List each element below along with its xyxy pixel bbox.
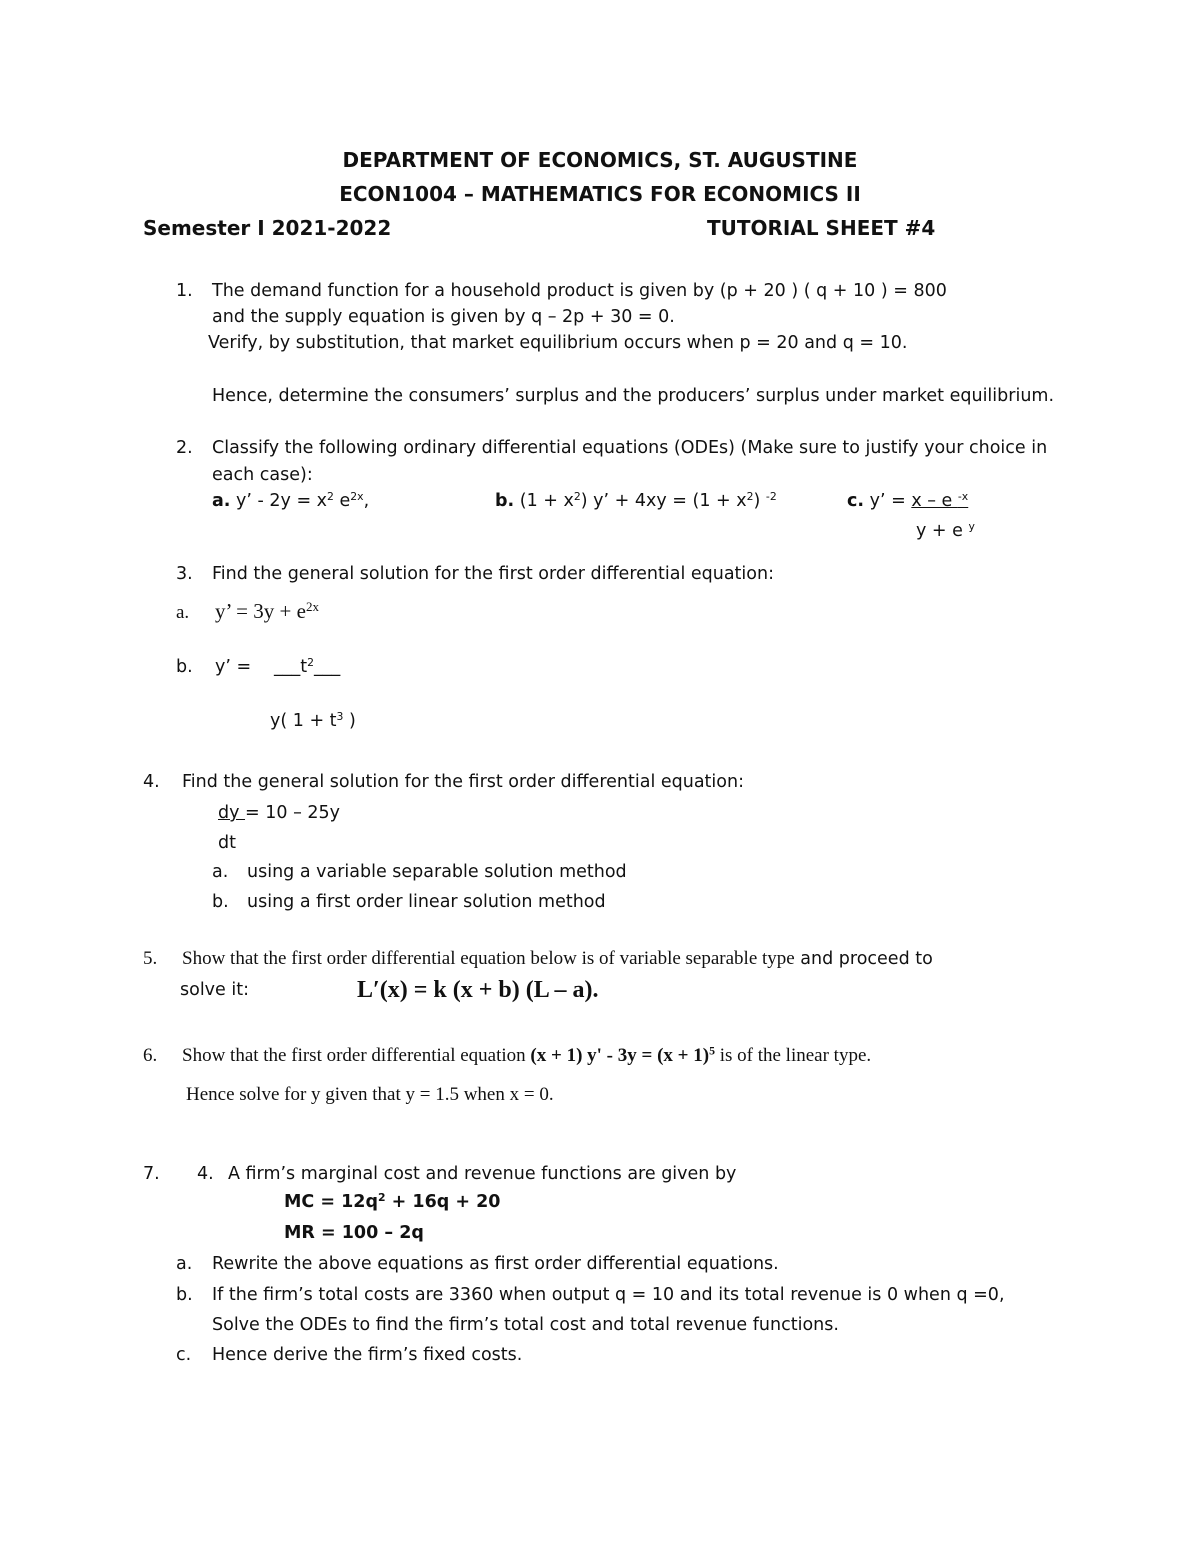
q4-a-text: using a variable separable solution method bbox=[247, 862, 627, 882]
semester-label: Semester I 2021-2022 bbox=[143, 216, 392, 240]
q7-number: 7. bbox=[143, 1164, 160, 1184]
q2-b-exp-2: 2 bbox=[746, 490, 754, 504]
q2-a-text-2: e bbox=[333, 491, 351, 511]
q7-sub-number: 4. bbox=[197, 1164, 214, 1184]
sheet-label: TUTORIAL SHEET #4 bbox=[707, 216, 936, 240]
q3-b-den-text-2: ) bbox=[343, 711, 356, 731]
q2-line-1: Classify the following ordinary differential equations (ODEs) (Make sure to justify your choice in bbox=[212, 438, 1048, 458]
q3-b-num-text: ___t bbox=[274, 657, 308, 677]
q2-line-2: each case): bbox=[212, 465, 313, 485]
q2-part-a bbox=[212, 491, 369, 511]
q7-b-text-1: If the firm’s total costs are 3360 when output q = 10 and its total revenue is 0 when q =0, bbox=[212, 1285, 1005, 1305]
q3-number: 3. bbox=[176, 564, 193, 584]
q7-b-text-2: Solve the ODEs to find the firm’s total cost and total revenue functions. bbox=[212, 1315, 839, 1335]
q1-line-3: Verify, by substitution, that market equilibrium occurs when p = 20 and q = 10. bbox=[208, 333, 908, 353]
q2-a-text-3: , bbox=[363, 491, 370, 511]
q5-line-1-text: Show that the first order differential equation below is of variable separable type bbox=[182, 948, 795, 969]
q3-b-denominator bbox=[270, 711, 356, 731]
q2-c-num-text: x – e bbox=[911, 491, 958, 511]
q4-line-1: Find the general solution for the first order differential equation: bbox=[182, 772, 744, 792]
q6-eq-text: (x + 1) y' - 3y = (x + 1) bbox=[530, 1045, 710, 1066]
q4-eq-denominator: dt bbox=[218, 833, 236, 853]
q4-b-text: using a first order linear solution method bbox=[247, 892, 606, 912]
q2-b-exp: 2 bbox=[573, 490, 581, 504]
q7-a-text: Rewrite the above equations as first order differential equations. bbox=[212, 1254, 779, 1274]
q1-number: 1. bbox=[176, 281, 193, 301]
q2-b-text: (1 + x bbox=[514, 491, 574, 511]
q5-line-2: solve it: bbox=[180, 980, 249, 1000]
q7-c-label: c. bbox=[176, 1345, 192, 1365]
q1-line-1: The demand function for a household product is given by (p + 20 ) ( q + 10 ) = 800 bbox=[212, 281, 947, 301]
q7-mc-equation bbox=[284, 1192, 500, 1212]
q1-line-4: Hence, determine the consumers’ surplus and the producers’ surplus under market equilibrium. bbox=[212, 386, 1055, 406]
q2-b-text-2: ) y’ + 4xy = (1 + x bbox=[580, 491, 747, 511]
q3-a-eq-text: y’ = 3y + e bbox=[215, 599, 306, 623]
q6-line-1-text: Show that the first order differential equation bbox=[182, 1045, 531, 1066]
q3-b-num-text-2: ___ bbox=[314, 657, 341, 677]
q5-line-1 bbox=[182, 948, 933, 970]
q2-c-den-text: y + e bbox=[916, 521, 969, 541]
q7-mr-equation: MR = 100 – 2q bbox=[284, 1223, 424, 1243]
q3-b-numerator bbox=[274, 657, 340, 677]
q7-line-1: A firm’s marginal cost and revenue functions are given by bbox=[228, 1164, 737, 1184]
q2-a-exp-2: 2x bbox=[350, 490, 364, 504]
q3-b-lhs: y’ = bbox=[215, 657, 252, 677]
q3-a-exp: 2x bbox=[305, 598, 319, 614]
q2-a-exp: 2 bbox=[327, 490, 334, 504]
q6-eq-exp: 5 bbox=[709, 1044, 715, 1058]
q6-line-1 bbox=[182, 1045, 871, 1067]
q4-a-label: a. bbox=[212, 862, 229, 882]
q2-b-text-3: ) bbox=[753, 491, 766, 511]
q5-line-1-text-2: and proceed to bbox=[794, 949, 933, 969]
q2-c-denominator bbox=[916, 521, 975, 541]
q3-a-equation bbox=[215, 599, 319, 624]
q2-c-label: c. bbox=[847, 491, 865, 511]
course-title: ECON1004 – MATHEMATICS FOR ECONOMICS II bbox=[339, 182, 861, 206]
q3-a-label: a. bbox=[176, 602, 190, 623]
q4-eq-numerator: dy bbox=[218, 803, 246, 823]
q3-line-1: Find the general solution for the first order differential equation: bbox=[212, 564, 774, 584]
q7-c-text: Hence derive the firm’s fixed costs. bbox=[212, 1345, 523, 1365]
q4-equation bbox=[218, 803, 340, 823]
q6-equation bbox=[530, 1045, 715, 1066]
q4-number: 4. bbox=[143, 772, 160, 792]
q7-a-label: a. bbox=[176, 1254, 193, 1274]
q6-line-1-text-2: is of the linear type. bbox=[714, 1045, 872, 1066]
q2-b-exp-3: -2 bbox=[765, 490, 777, 504]
q7-b-label: b. bbox=[176, 1285, 193, 1305]
q2-a-text: y’ - 2y = x bbox=[230, 491, 328, 511]
q7-mc-text-2: + 16q + 20 bbox=[385, 1192, 501, 1212]
q3-b-label: b. bbox=[176, 657, 193, 677]
q2-c-den-exp: y bbox=[968, 520, 975, 534]
q3-b-den-exp: 3 bbox=[336, 710, 344, 724]
q2-c-num-exp: -x bbox=[957, 490, 969, 504]
q3-b-num-exp: 2 bbox=[307, 656, 315, 670]
q2-part-c bbox=[847, 491, 968, 511]
q6-line-2: Hence solve for y given that y = 1.5 when x = 0. bbox=[186, 1084, 554, 1105]
q5-equation: L′(x) = k (x + b) (L – a). bbox=[357, 977, 599, 1003]
q2-c-numerator bbox=[911, 491, 968, 511]
q2-part-b bbox=[495, 491, 777, 511]
q2-b-label: b. bbox=[495, 491, 515, 511]
department-title: DEPARTMENT OF ECONOMICS, ST. AUGUSTINE bbox=[342, 148, 858, 172]
q7-mc-exp: 2 bbox=[378, 1191, 386, 1205]
q5-number: 5. bbox=[143, 948, 158, 969]
q2-c-lhs: y’ = bbox=[864, 491, 912, 511]
q2-a-label: a. bbox=[212, 491, 231, 511]
q7-mc-text: MC = 12q bbox=[284, 1192, 378, 1212]
q6-number: 6. bbox=[143, 1045, 158, 1066]
q1-line-2: and the supply equation is given by q – 2p + 30 = 0. bbox=[212, 307, 675, 327]
q4-eq-rhs: = 10 – 25y bbox=[245, 803, 341, 823]
q3-b-den-text: y( 1 + t bbox=[270, 711, 337, 731]
q4-b-label: b. bbox=[212, 892, 229, 912]
q2-number: 2. bbox=[176, 438, 193, 458]
